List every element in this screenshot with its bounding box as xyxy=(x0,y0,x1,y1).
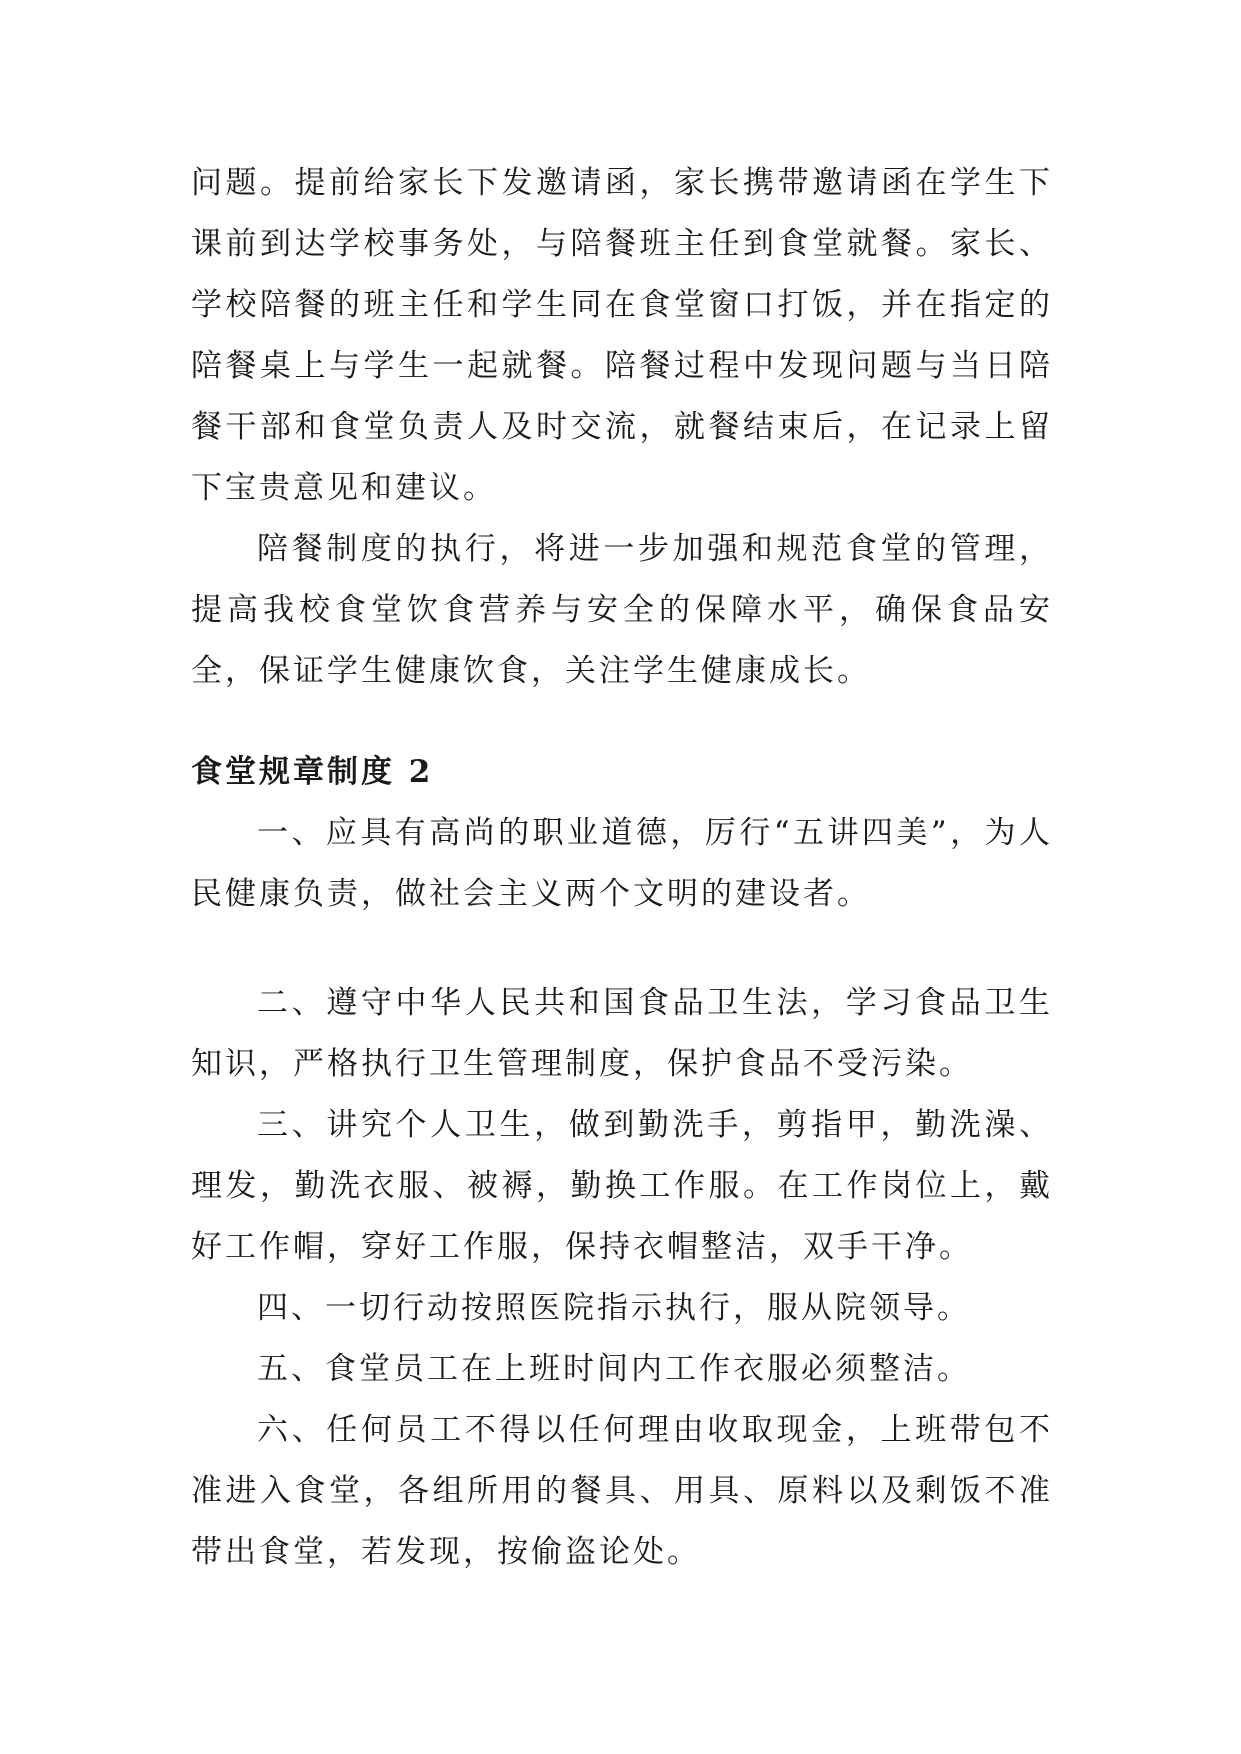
rule-item: 一、应具有高尚的职业道德，厉行“五讲四美”，为人民健康负责，做社会主义两个文明的建设者。 xyxy=(191,815,1053,912)
rule-1-block xyxy=(191,803,1053,925)
rules-list xyxy=(191,973,1053,1583)
rule-item: 五、食堂员工在上班时间内工作衣服必须整洁。 xyxy=(257,1351,971,1387)
rule-item: 四、一切行动按照医院指示执行，服从院领导。 xyxy=(257,1290,971,1326)
rule-item: 三、讲究个人卫生，做到勤洗手，剪指甲，勤洗澡、理发，勤洗衣服、被褥，勤换工作服。在工作岗位上，戴好工作帽，穿好工作服，保持衣帽整洁，双手干净。 xyxy=(191,1107,1053,1265)
rule-item: 二、遵守中华人民共和国食品卫生法，学习食品卫生知识，严格执行卫生管理制度，保护食品不受污染。 xyxy=(191,985,1053,1082)
paragraph-continued: 问题。提前给家长下发邀请函，家长携带邀请函在学生下课前到达学校事务处，与陪餐班主任到食堂就餐。家长、学校陪餐的班主任和学生同在食堂窗口打饭，并在指定的陪餐桌上与学生一起就餐。陪餐过程中发现问题与当日陪餐干部和食堂负责人及时交流，就餐结束后，在记录上留下宝贵意见和建议。 xyxy=(191,165,1053,506)
section-title: 食堂规章制度 2 xyxy=(191,754,434,790)
rule-item: 六、任何员工不得以任何理由收取现金，上班带包不准进入食堂，各组所用的餐具、用具、原料以及剩饭不准带出食堂，若发现，按偷盗论处。 xyxy=(191,1412,1053,1570)
section-1-body xyxy=(191,153,1053,702)
paragraph-dining-system: 陪餐制度的执行，将进一步加强和规范食堂的管理，提高我校食堂饮食营养与安全的保障水平，确保食品安全，保证学生健康饮食，关注学生健康成长。 xyxy=(191,531,1053,689)
